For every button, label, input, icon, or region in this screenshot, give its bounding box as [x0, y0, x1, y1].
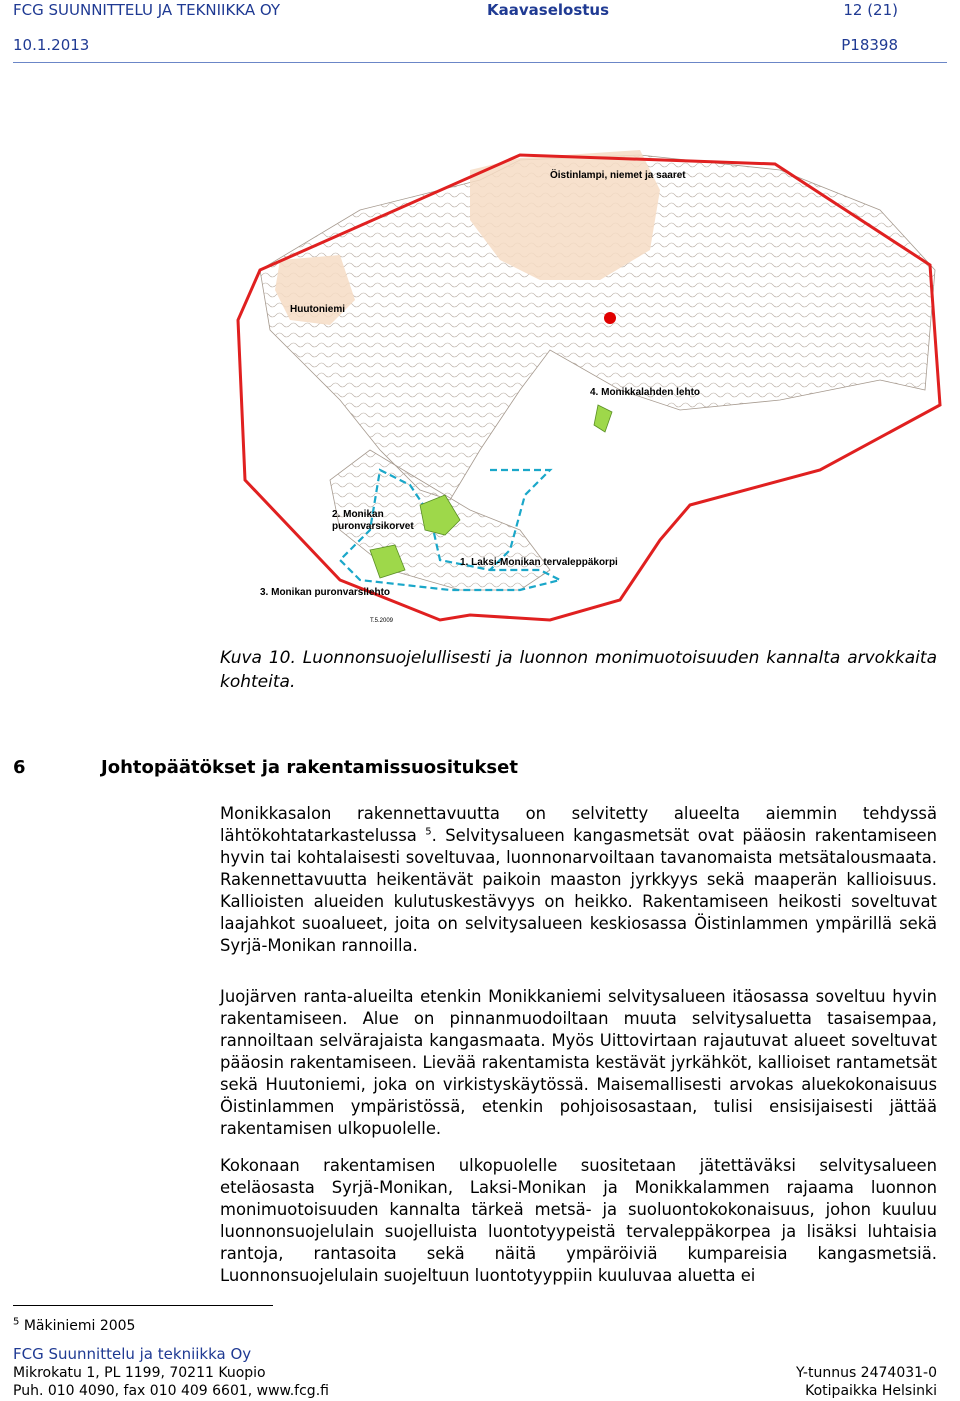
- map-label-huutoniemi: Huutoniemi: [290, 304, 345, 315]
- footer-domicile: Kotipaikka Helsinki: [805, 1383, 937, 1399]
- footer-business-id: Y-tunnus 2474031-0: [796, 1365, 937, 1381]
- paragraph-2: Juojärven ranta-alueilta etenkin Monikkaniemi selvitysalueen itäosassa soveltuu hyvin rakentamiseen. Alue on pinnanmuodoiltaan muuta selvitysaluetta tasaisempaa, rannoiltaan selvärajaista kangasmaata. Myös Uittovirtaan rajautuvat alueet soveltuvat pääosin rakentamiseen. Lievää rakentamista kestävät jyrkähköt, kallioiset rantametsät sekä Huutoniemi, joka on virkistyskäytössä. Maisemallisesti arvokas aluekokonaisuus Öistinlammen ympäristössä, etenkin pohjoisosastaan, tulisi ensisijaisesti jättää rakentamisen ulkopuolelle.: [220, 987, 937, 1138]
- figure-caption: Kuva 10. Luonnonsuojelullisesti ja luonnon monimuotoisuuden kannalta arvokkaita kohteita.: [220, 648, 937, 692]
- header-page-number: 12 (21): [843, 1, 898, 19]
- footnote-mark: 5: [13, 1316, 20, 1328]
- map-label-oistinlampi: Öistinlampi, niemet ja saaret: [550, 170, 686, 181]
- footnote-reference: 5: [425, 826, 432, 838]
- map-stamp: T.5.2009: [370, 618, 394, 624]
- location-marker: [604, 312, 616, 324]
- footer-phone: Puh. 010 4090, fax 010 409 6601, www.fcg.fi: [13, 1383, 329, 1399]
- paragraph-1: [220, 803, 937, 957]
- map-label-monikan-puronvarsilehto: 3. Monikan puronvarsilehto: [260, 587, 391, 598]
- nature-values-map: [220, 150, 960, 630]
- footnote-divider: [13, 1305, 273, 1306]
- section-number: 6: [13, 757, 26, 778]
- footer-company: FCG Suunnittelu ja tekniikka Oy: [13, 1345, 252, 1363]
- header-company: FCG SUUNNITTELU JA TEKNIIKKA OY: [13, 1, 281, 19]
- paragraph-3: Kokonaan rakentamisen ulkopuolelle suositetaan jätettäväksi selvitysalueen eteläosasta Syrjä-Monikan, Laksi-Monikan ja Monikkalammen rajaama luonnon monimuotoisuuden kannalta tärkeä metsä- ja suoluontokokonaisuus, johon kuuluu luonnonsuojelulain suojelluista luontotyypeistä tervaleppäkorpea ja lisäksi luhtaisia rantoja, rantasoita sekä näitä ympäröiviä kumpareisia kangasmetsiä. Luonnonsuojelulain suojeltuun luontotyyppiin kuuluvaa aluetta ei: [220, 1156, 937, 1285]
- header-divider: [13, 62, 947, 63]
- map-label-monikkalahden-lehto: 4. Monikkalahden lehto: [590, 387, 701, 398]
- map-label-laksi-monikan: 1. Laksi-Monikan tervaleppäkorpi: [460, 557, 618, 568]
- footnote: [13, 1318, 135, 1334]
- footer-address: Mikrokatu 1, PL 1199, 70211 Kuopio: [13, 1365, 266, 1381]
- habitat-monikkalahden-lehto: [594, 405, 612, 432]
- map-label-monikan-1: 2. Monikan: [332, 509, 384, 520]
- map-label-monikan-2: puronvarsikorvet: [332, 521, 414, 532]
- header-date: 10.1.2013: [13, 36, 90, 54]
- header-project-number: P18398: [841, 36, 898, 54]
- footnote-text: Mäkiniemi 2005: [23, 1318, 136, 1334]
- paragraph-1-text-a: Monikkasalon rakennettavuutta on selvitetty alueelta aiemmin tehdyssä lähtökohtatarkastelussa: [220, 804, 937, 845]
- header-document-type: Kaavaselostus: [487, 1, 610, 19]
- section-title: Johtopäätökset ja rakentamissuositukset: [101, 757, 518, 778]
- paragraph-1-text-b: . Selvitysalueen kangasmetsät ovat pääosin rakentamiseen hyvin tai kohtalaisesti soveltuvaa, luonnonarvoiltaan tavanomaista metsätalousmaata. Rakennettavuutta heikentävät paikoin maaston jyrkkyys sekä maaperän kallioisuus. Kallioisten alueiden kulutuskestävyys on heikko. Rakentamiseen heikosti soveltuvat laajahkot suoalueet, joita on selvitysalueen keskiosassa Öistinlammen ympärillä sekä Syrjä-Monikan rannoilla.: [220, 826, 937, 955]
